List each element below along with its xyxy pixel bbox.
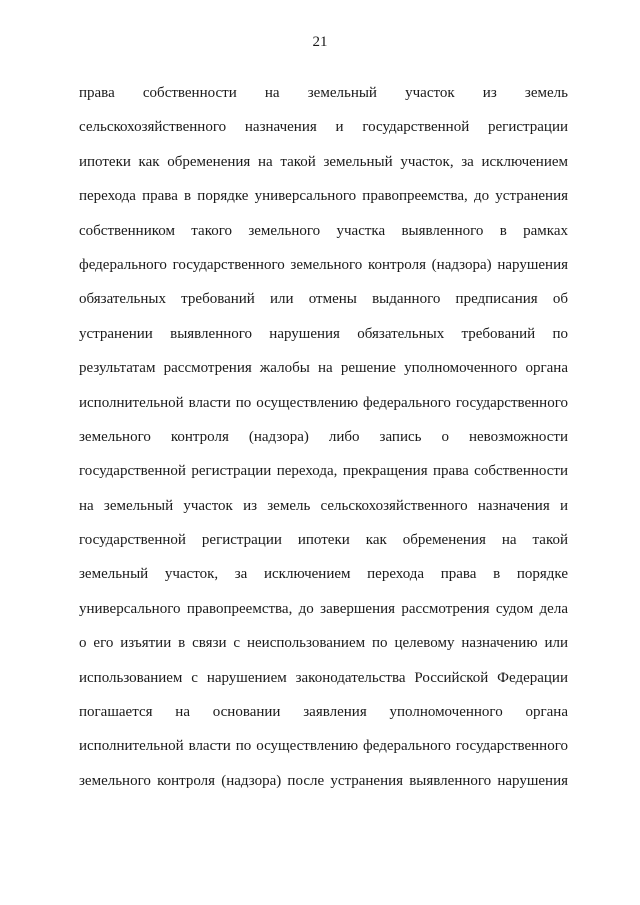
text-line: погашается на основании заявления уполномоченного органа xyxy=(79,704,568,721)
text-line: федерального государственного земельного контроля (надзора) нарушения xyxy=(79,256,568,273)
text-line: о его изъятии в связи с неиспользованием по целевому назначению или xyxy=(79,635,568,652)
text-line: ипотеки как обременения на такой земельный участок, за исключением xyxy=(79,153,568,170)
text-line: исполнительной власти по осуществлению федерального государственного xyxy=(79,738,568,755)
text-line: перехода права в порядке универсального правопреемства, до устранения xyxy=(79,188,568,205)
text-line: земельного контроля (надзора) либо запись о невозможности xyxy=(79,428,568,445)
text-line: результатам рассмотрения жалобы на решение уполномоченного органа xyxy=(79,360,568,377)
text-line: государственной регистрации перехода, прекращения права собственности xyxy=(79,463,568,480)
text-line: государственной регистрации ипотеки как обременения на такой xyxy=(79,532,568,549)
text-line: исполнительной власти по осуществлению федерального государственного xyxy=(79,394,568,411)
page-number: 21 xyxy=(312,34,328,50)
text-line: использованием с нарушением законодательства Российской Федерации xyxy=(79,669,568,686)
text-line: собственником такого земельного участка выявленного в рамках xyxy=(79,222,568,239)
text-line: земельного контроля (надзора) после устранения выявленного нарушения xyxy=(79,772,568,789)
text-line: устранении выявленного нарушения обязательных требований по xyxy=(79,325,568,342)
text-line: земельный участок, за исключением перехода права в порядке xyxy=(79,566,568,583)
text-line: на земельный участок из земель сельскохозяйственного назначения и xyxy=(79,497,568,514)
body-text xyxy=(79,76,568,798)
text-line: сельскохозяйственного назначения и государственной регистрации xyxy=(79,119,568,136)
text-line: права собственности на земельный участок из земель xyxy=(79,85,568,101)
text-line: универсального правопреемства, до завершения рассмотрения судом дела xyxy=(79,600,568,617)
text-line: обязательных требований или отмены выданного предписания об xyxy=(79,291,568,308)
